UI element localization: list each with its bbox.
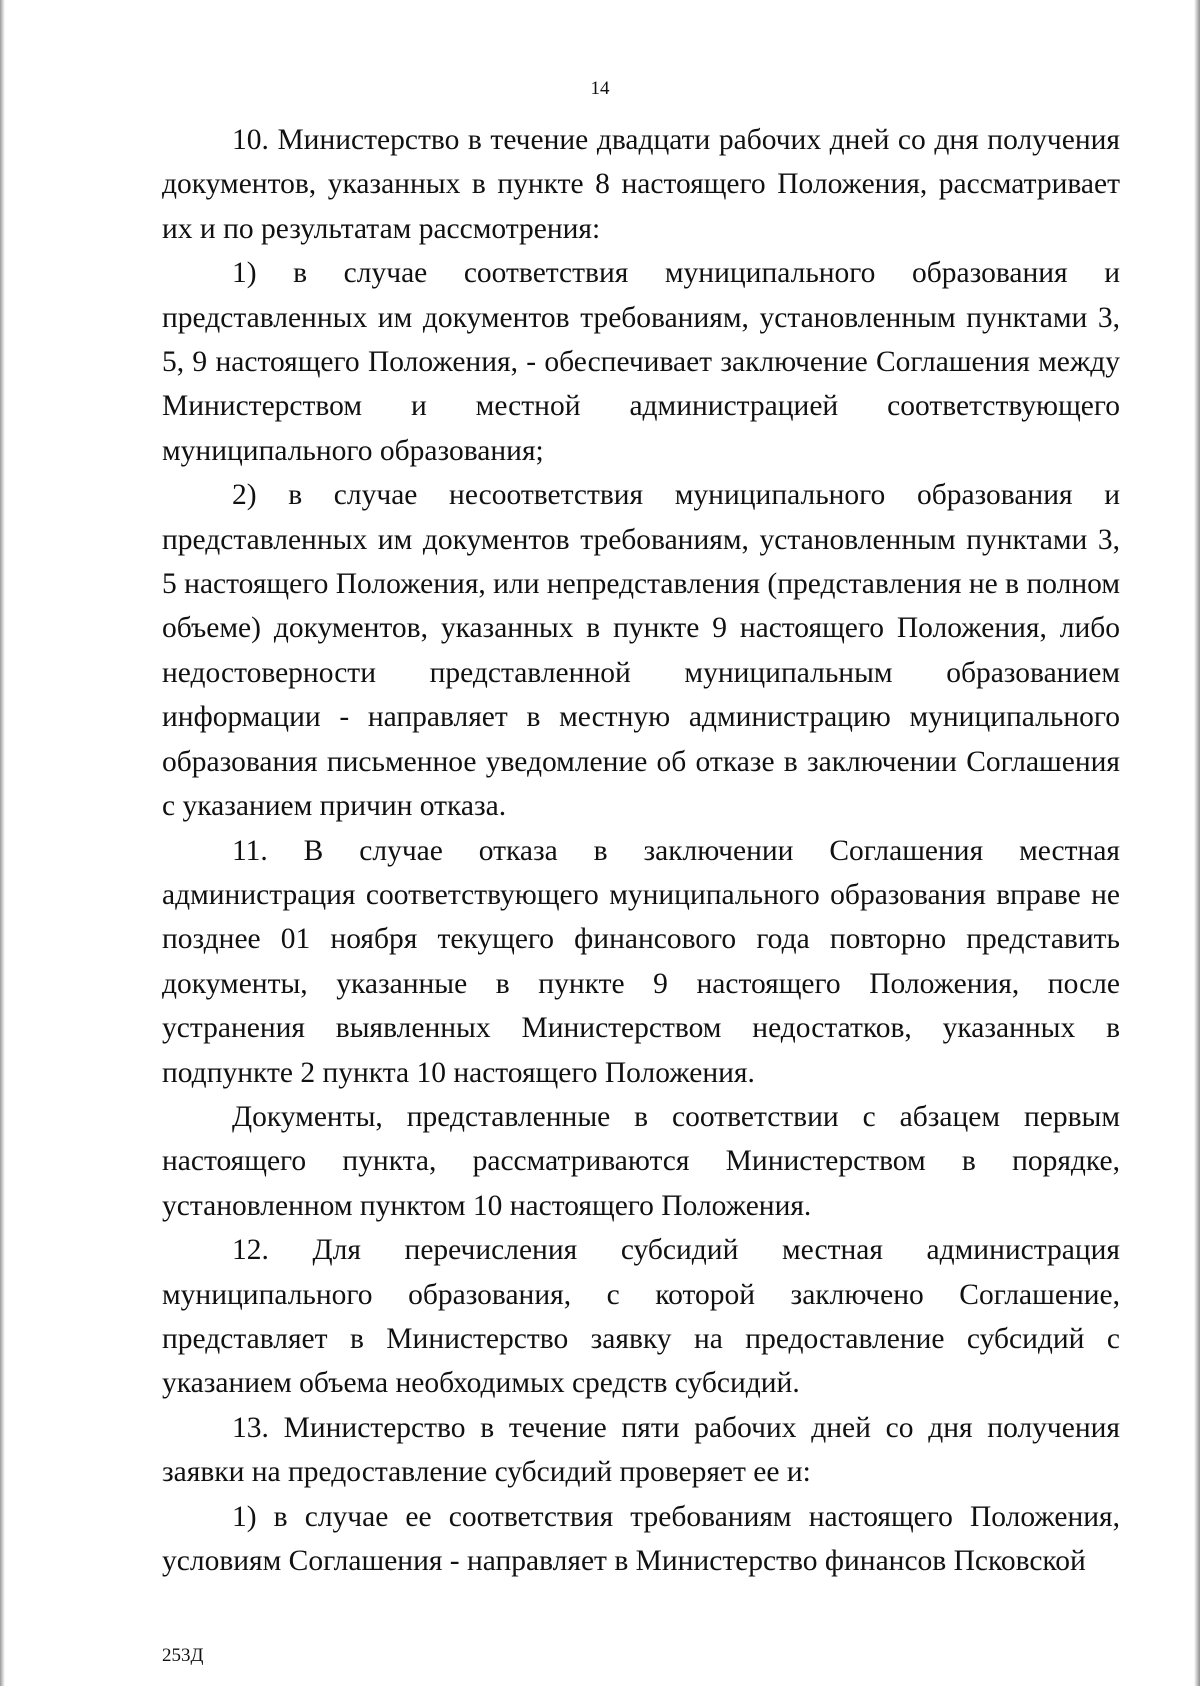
paragraph-12: 12. Для перечисления субсидий местная администрация муниципального образования, с которой заключено Соглашение, представляет в Министерство заявку на предоставление субсидий с указанием объема необходимых средств субсидий. <box>162 1234 1120 1400</box>
document-body <box>162 118 1120 1583</box>
paragraph-10-subitem-2: 2) в случае несоответствия муниципального образования и представленных им документов требованиям, установленным пунктами 3, 5 настоящего Положения, или непредставления (представления не в полном объеме) документов, указанных в пункте 9 настоящего Положения, либо недостоверности представленной муниципальным образованием информации - направляет в местную администрацию муниципального образования письменное уведомление об отказе в заключении Соглашения с указанием причин отказа. <box>162 479 1120 823</box>
scan-edge-right <box>1194 0 1200 1686</box>
paragraph-11: 11. В случае отказа в заключении Соглашения местная администрация соответствующего муниципального образования вправе не позднее 01 ноября текущего финансового года повторно представить документы, указанные в пункте 9 настоящего Положения, после устранения выявленных Министерством недостатков, указанных в подпункте 2 пункта 10 настоящего Положения. <box>162 834 1120 1089</box>
paragraph-10: 10. Министерство в течение двадцати рабочих дней со дня получения документов, указанных в пункте 8 настоящего Положения, рассматривает их и по результатам рассмотрения: <box>162 124 1120 245</box>
paragraph-10-subitem-1: 1) в случае соответствия муниципального образования и представленных им документов требованиям, установленным пунктами 3, 5, 9 настоящего Положения, - обеспечивает заключение Соглашения между Министерством и местной администрацией соответствующего муниципального образования; <box>162 257 1120 467</box>
paragraph-13-subitem-1: 1) в случае ее соответствия требованиям настоящего Положения, условиям Соглашения - направляет в Министерство финансов Псковской <box>162 1500 1120 1577</box>
paragraph-11-second-part: Документы, представленные в соответствии с абзацем первым настоящего пункта, рассматриваются Министерством в порядке, установленном пунктом 10 настоящего Положения. <box>162 1100 1120 1222</box>
page-number: 14 <box>590 78 610 99</box>
paragraph-13: 13. Министерство в течение пяти рабочих дней со дня получения заявки на предоставление субсидий проверяет ее и: <box>162 1411 1120 1489</box>
document-code: 253Д <box>162 1645 204 1666</box>
scan-edge-left <box>0 0 5 1686</box>
